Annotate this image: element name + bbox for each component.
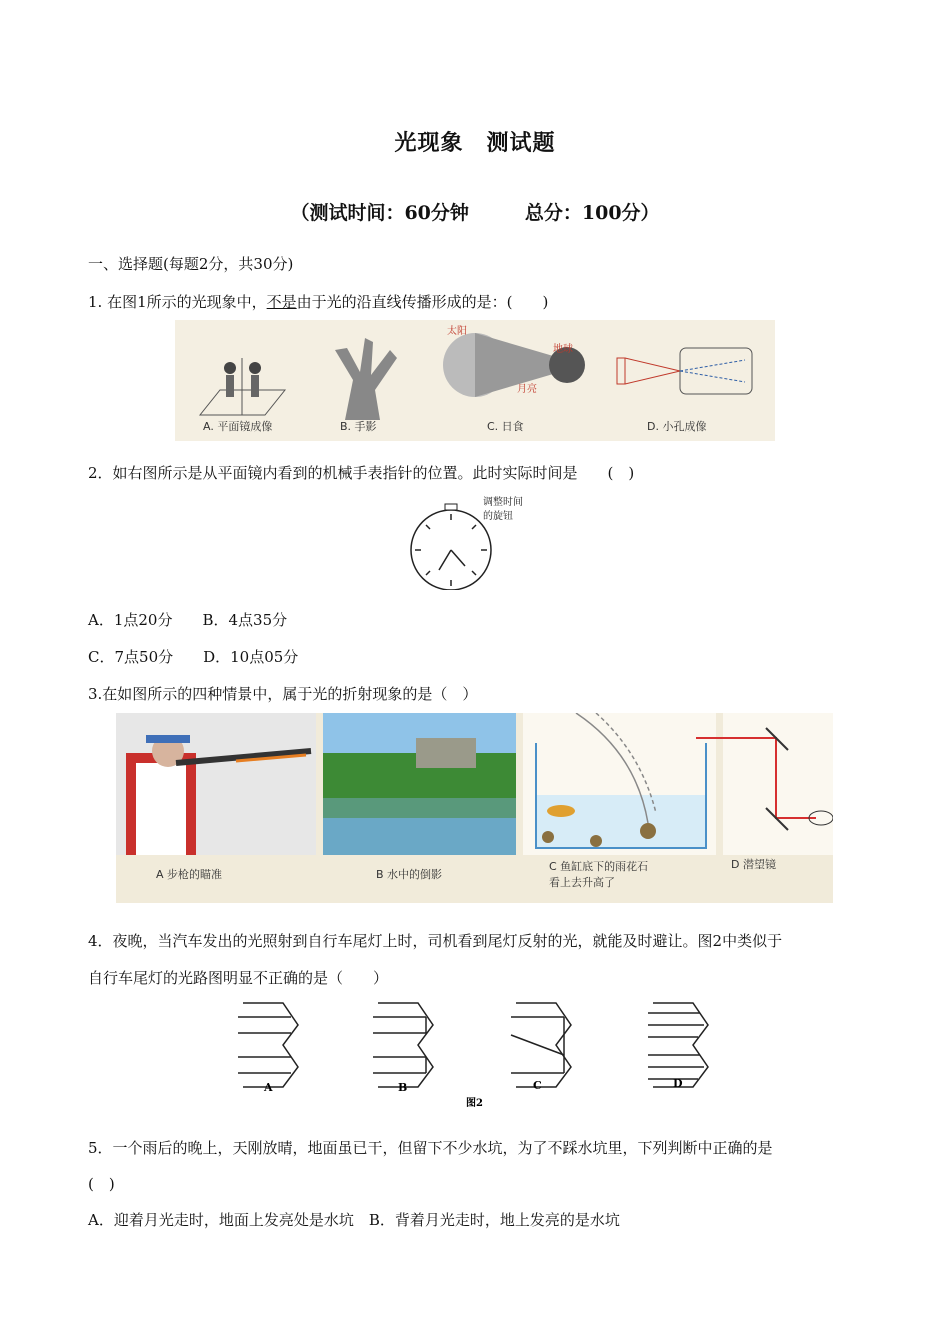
label-sun: 太阳	[447, 326, 467, 337]
q3-label-a: A 步枪的瞄准	[156, 868, 223, 881]
q1-suffix: 由于光的沿直线传播形成的是：( )	[296, 293, 549, 311]
rifle-photo	[116, 713, 316, 855]
question-4-line2: 自行车尾灯的光路图明显不正确的是（ ）	[88, 969, 389, 987]
q1-emphasis: 不是	[266, 293, 297, 311]
total-score: 总分：100分）	[524, 202, 660, 224]
knob-label-line2: 的旋钮	[483, 511, 513, 522]
reflector-c	[511, 1003, 571, 1087]
figure-1	[175, 320, 775, 441]
question-5-line2: ( )	[88, 1175, 115, 1193]
q2-option-a: A．1点20分	[88, 611, 173, 629]
fig2-label-d: D	[673, 1077, 683, 1090]
reflector-d	[648, 1003, 708, 1087]
figure-q3	[116, 713, 833, 903]
q1-prefix: 1. 在图1所示的光现象中，	[88, 293, 267, 311]
q5-options: A．迎着月光走时，地面上发亮处是水坑 B．背着月光走时，地上发亮的是水坑	[88, 1211, 620, 1229]
q2-option-c: C．7点50分	[88, 648, 174, 666]
hour-hand	[439, 550, 451, 570]
label-moon: 月亮	[517, 384, 537, 395]
question-4-line1: 4．夜晚，当汽车发出的光照射到自行车尾灯上时，司机看到尾灯反射的光，就能及时避让。图2中类似于	[88, 932, 783, 950]
fig1-label-b: B. 手影	[340, 420, 377, 433]
question-2: 2．如右图所示是从平面镜内看到的机械手表指针的位置。此时实际时间是 ( )	[88, 464, 635, 482]
subtitle	[0, 198, 950, 225]
clock-figure	[405, 494, 545, 590]
q2-option-d: D．10点05分	[203, 648, 299, 666]
test-time: （测试时间：60分钟	[290, 202, 469, 224]
knob-label-line1: 调整时间	[483, 497, 523, 508]
reflector-a	[238, 1003, 298, 1087]
section-heading: 一、选择题(每题2分，共30分)	[88, 255, 294, 273]
fig2-label-a: A	[264, 1081, 273, 1094]
question-1	[88, 291, 548, 312]
question-3: 3.在如图所示的四种情景中，属于光的折射现象的是（ ）	[88, 685, 478, 703]
water-reflection-photo	[323, 713, 516, 855]
fig1-label-c: C. 日食	[487, 420, 524, 433]
q3-label-c: C 鱼缸底下的雨花石	[549, 860, 649, 873]
figure-2	[228, 995, 728, 1110]
fish-tank-diagram	[523, 713, 716, 855]
q2-option-b: B．4点35分	[202, 611, 288, 629]
fig2-label-c: C	[533, 1079, 542, 1092]
q2-options-row1	[88, 609, 287, 630]
page-title: 光现象 测试题	[394, 130, 556, 156]
q3-label-d: D 潜望镜	[731, 858, 776, 871]
fig1-label-d: D. 小孔成像	[647, 420, 707, 433]
label-earth: 地球	[553, 344, 573, 355]
question-5-line1: 5．一个雨后的晚上，天刚放晴，地面虽已干，但留下不少水坑，为了不踩水坑里，下列判断中正确的是	[88, 1139, 773, 1157]
fig2-title: 图2	[466, 1098, 483, 1109]
fig2-label-b: B	[398, 1081, 408, 1094]
fig1-label-a: A. 平面镜成像	[203, 420, 273, 433]
reflector-b	[373, 1003, 433, 1087]
q2-options-row2	[88, 646, 298, 667]
q3-label-b: B 水中的倒影	[376, 868, 443, 881]
q3-label-c-line2: 看上去升高了	[549, 876, 615, 889]
minute-hand	[451, 550, 465, 566]
